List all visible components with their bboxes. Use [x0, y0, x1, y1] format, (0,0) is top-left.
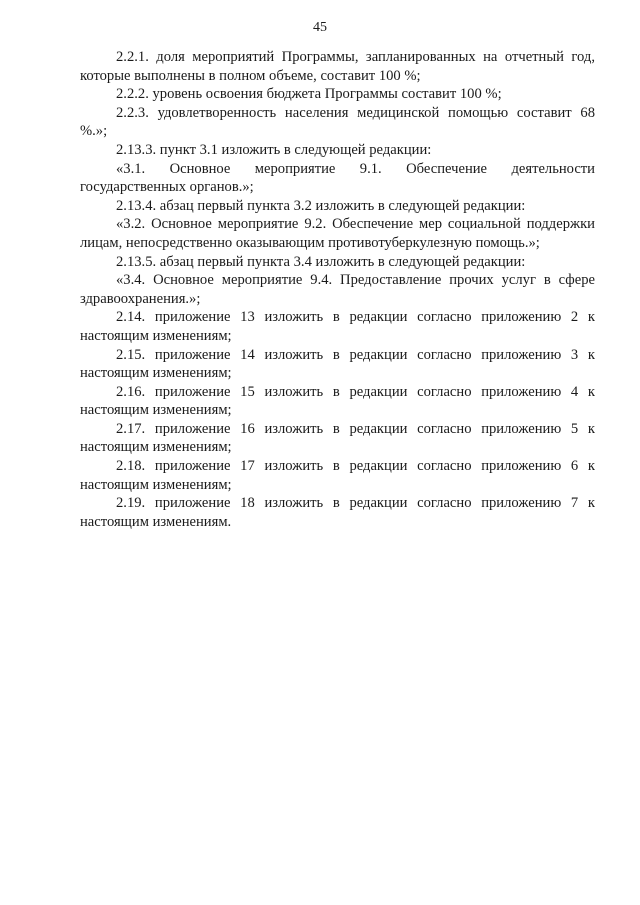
paragraph-2-15: 2.15. приложение 14 изложить в редакции согласно приложению 3 к настоящим изменениям;	[80, 346, 595, 382]
paragraph-2-17: 2.17. приложение 16 изложить в редакции согласно приложению 5 к настоящим изменениям;	[80, 420, 595, 456]
paragraph-2-14: 2.14. приложение 13 изложить в редакции согласно приложению 2 к настоящим изменениям;	[80, 309, 595, 344]
paragraph-2-18: 2.18. приложение 17 изложить в редакции согласно приложению 6 к настоящим изменениям;	[80, 458, 595, 493]
paragraph-2-13-3: 2.13.3. пункт 3.1 изложить в следующей редакции:	[116, 141, 432, 158]
page-number: 45	[313, 20, 327, 35]
paragraph-2-13-4: 2.13.4. абзац первый пункта 3.2 изложить в следующей редакции:	[116, 197, 526, 214]
paragraph-2-2-1: 2.2.1. доля мероприятий Программы, запланированных на отчетный год, которые выполнены в полном объеме, составит 100 %;	[80, 49, 595, 84]
paragraph-quote-3-1: «3.1. Основное мероприятие 9.1. Обеспечение деятельности государственных органов.»;	[80, 160, 595, 196]
paragraph-2-16: 2.16. приложение 15 изложить в редакции согласно приложению 4 к настоящим изменениям;	[80, 383, 595, 419]
paragraph-2-2-2: 2.2.2. уровень освоения бюджета Программы составит 100 %;	[116, 86, 502, 103]
paragraph-2-13-5: 2.13.5. абзац первый пункта 3.4 изложить в следующей редакции:	[116, 253, 526, 270]
paragraph-quote-3-4: «3.4. Основное мероприятие 9.4. Предоставление прочих услуг в сфере здравоохранения.»;	[80, 272, 595, 307]
paragraph-2-2-3: 2.2.3. удовлетворенность населения медицинской помощью составит 68 %.»;	[80, 104, 595, 140]
document-body	[80, 48, 595, 531]
paragraph-2-19: 2.19. приложение 18 изложить в редакции согласно приложению 7 к настоящим изменениям.	[80, 495, 595, 530]
paragraph-quote-3-2: «3.2. Основное мероприятие 9.2. Обеспечение мер социальной поддержки лицам, непосредственно оказывающим противотуберкулезную помощь.»;	[80, 216, 595, 251]
